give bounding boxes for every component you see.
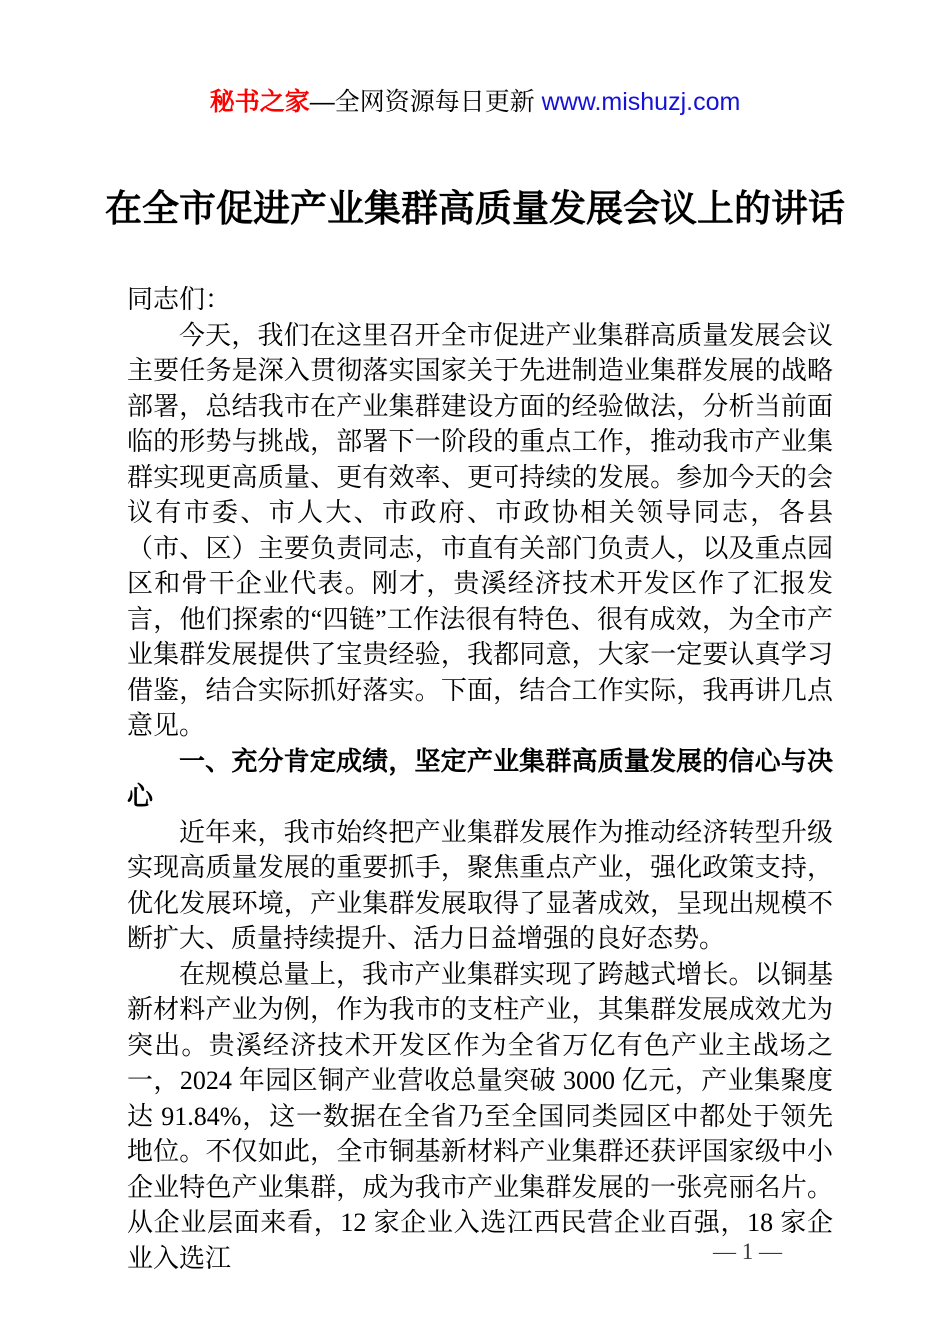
header-url-link[interactable]: www.mishuzj.com bbox=[541, 88, 741, 116]
header-tagline: 全网资源每日更新 bbox=[334, 88, 542, 116]
paragraph-opening: 今天，我们在这里召开全市促进产业集群高质量发展会议主要任务是深入贯彻落实国家关于先进制造业集群发展的战略部署，总结我市在产业集群建设方面的经验做法，分析当前面临的形势与挑战，部署下一阶段的重点工作，推动我市产业集群实现更高质量、更有效率、更可持续的发展。参加今天的会议有市委、市人大、市政府、市政协相关领导同志，各县（市、区）主要负责同志，市直有关部门负责人，以及重点园区和骨干企业代表。刚才，贵溪经济技术开发区作了汇报发言，他们探索的“四链”工作法很有特色、很有成效，为全市产业集群发展提供了宝贵经验，我都同意，大家一定要认真学习借鉴，结合实际抓好落实。下面，结合工作实际，我再讲几点意见。 bbox=[127, 320, 833, 740]
salutation: 同志们： bbox=[127, 285, 232, 314]
header-dash: — bbox=[309, 88, 335, 116]
document-title: 在全市促进产业集群高质量发展会议上的讲话 bbox=[105, 188, 845, 229]
site-header bbox=[0, 0, 950, 118]
section-heading-1: 一、充分肯定成绩，坚定产业集群高质量发展的信心与决心 bbox=[127, 746, 833, 811]
document-body bbox=[127, 282, 833, 1276]
paragraph-scale-growth: 在规模总量上，我市产业集群实现了跨越式增长。以铜基新材料产业为例，作为我市的支柱产业，其集群发展成效尤为突出。贵溪经济技术开发区作为全省万亿有色产业主战场之一，2024 年园区铜产业营收总量突破 3000 亿元，产业集聚度达 91.84%，这一数据在全省乃至全国同类园区中都处于领先地位。不仅如此，全市铜基新材料产业集群还获评国家级中小企业特色产业集群，成为我市产业集群发展的一张亮丽名片。从企业层面来看，12 家企业入选江西民营企业百强，18 家企业入选江 bbox=[127, 959, 833, 1273]
paragraph-achievements: 近年来，我市始终把产业集群发展作为推动经济转型升级实现高质量发展的重要抓手，聚焦重点产业，强化政策支持，优化发展环境，产业集群发展取得了显著成效，呈现出规模不断扩大、质量持续提升、活力日益增强的良好态势。 bbox=[127, 817, 833, 953]
site-brand: 秘书之家 bbox=[209, 88, 310, 116]
page-number: — 1 — bbox=[713, 1239, 782, 1264]
